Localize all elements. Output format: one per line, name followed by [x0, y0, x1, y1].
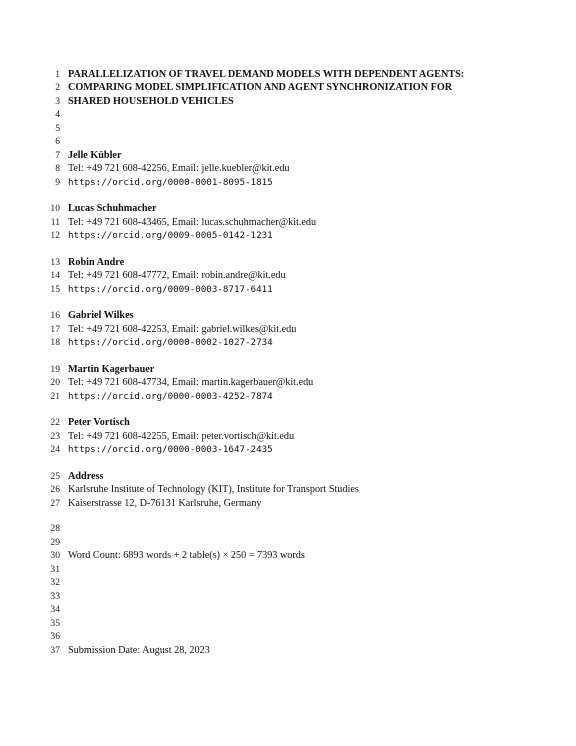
document-line	[0, 176, 576, 189]
orcid-link[interactable]: https://orcid.org/0000-0002-1027-2734	[68, 337, 273, 348]
section-heading: Lucas Schuhmacher	[68, 203, 157, 214]
document-line	[0, 283, 576, 296]
line-number: 34	[50, 604, 60, 615]
paper-title-line: COMPARING MODEL SIMPLIFICATION AND AGENT SYNCHRONIZATION FOR	[68, 82, 453, 93]
document-line	[0, 430, 576, 443]
document-line	[0, 590, 576, 603]
line-text: Kaiserstrasse 12, D-76131 Karlsruhe, Germany	[68, 497, 262, 509]
document-line	[0, 149, 576, 162]
document-line	[0, 549, 576, 562]
line-number: 31	[50, 563, 60, 575]
line-number: 21	[50, 390, 60, 402]
line-number: 6	[55, 136, 60, 147]
line-number: 27	[50, 497, 60, 509]
line-number: 11	[50, 216, 60, 228]
section-heading: Peter Vortisch	[68, 417, 130, 428]
line-number: 32	[50, 577, 60, 588]
orcid-link[interactable]: https://orcid.org/0009-0005-0142-1231	[68, 230, 273, 241]
orcid-link[interactable]: https://orcid.org/0009-0003-8717-6411	[68, 283, 273, 295]
line-number: 28	[50, 523, 60, 534]
line-number: 4	[55, 109, 60, 120]
line-number: 2	[55, 82, 60, 93]
section-heading: Gabriel Wilkes	[68, 310, 134, 321]
document-line	[0, 108, 576, 121]
line-text: Word Count: 6893 words + 2 table(s) × 250 = 7393 words	[68, 550, 305, 561]
line-number: 29	[50, 536, 60, 548]
line-number: 25	[50, 470, 60, 482]
document-line	[0, 81, 576, 94]
orcid-link[interactable]: https://orcid.org/0000-0001-8095-1815	[68, 176, 273, 188]
line-number: 13	[50, 256, 60, 268]
line-number: 3	[55, 95, 60, 107]
line-text: Tel: +49 721 608-42253, Email: gabriel.wilkes@kit.edu	[68, 323, 297, 335]
document-line	[0, 323, 576, 336]
document-line	[0, 363, 576, 376]
line-number: 24	[50, 444, 60, 455]
document-line	[0, 536, 576, 549]
document-line	[0, 202, 576, 215]
line-text: Tel: +49 721 608-42255, Email: peter.vortisch@kit.edu	[68, 430, 295, 442]
paper-title-line: PARALLELIZATION OF TRAVEL DEMAND MODELS WITH DEPENDENT AGENTS:	[68, 68, 465, 80]
document-line	[0, 603, 576, 616]
line-text: Tel: +49 721 608-47772, Email: robin.andre@kit.edu	[68, 270, 286, 281]
document-line	[0, 269, 576, 282]
document-line	[0, 309, 576, 322]
line-number: 5	[55, 122, 60, 134]
line-number: 12	[50, 230, 60, 241]
line-number: 15	[50, 283, 60, 295]
line-number: 18	[50, 337, 60, 348]
document-line	[0, 563, 576, 576]
line-text: Karlsruhe Institute of Technology (KIT), Institute for Transport Studies	[68, 484, 359, 495]
line-number: 30	[50, 550, 60, 561]
orcid-link[interactable]: https://orcid.org/0000-0003-4252-7874	[68, 390, 273, 402]
document-line	[0, 483, 576, 496]
section-heading: Martin Kagerbauer	[68, 363, 155, 375]
line-number: 22	[50, 417, 60, 428]
document-line	[0, 122, 576, 135]
line-number: 23	[50, 430, 60, 442]
line-number: 37	[50, 644, 60, 656]
line-number: 36	[50, 631, 60, 642]
document-line	[0, 470, 576, 483]
document-line	[0, 376, 576, 389]
line-number: 16	[50, 310, 60, 321]
line-text: Tel: +49 721 608-43465, Email: lucas.schuhmacher@kit.edu	[68, 216, 317, 228]
line-number: 33	[50, 590, 60, 602]
line-number: 8	[55, 163, 60, 174]
line-number: 26	[50, 484, 60, 495]
document-line	[0, 229, 576, 242]
line-number: 19	[50, 363, 60, 375]
paper-title-line: SHARED HOUSEHOLD VEHICLES	[68, 95, 234, 107]
section-heading: Robin Andre	[68, 256, 125, 268]
document-line	[0, 497, 576, 510]
line-number: 35	[50, 617, 60, 629]
document-line	[0, 644, 576, 657]
document-line	[0, 135, 576, 148]
document-line	[0, 256, 576, 269]
line-text: Tel: +49 721 608-47734, Email: martin.kagerbauer@kit.edu	[68, 377, 314, 388]
line-number: 17	[50, 323, 60, 335]
document-line	[0, 390, 576, 403]
orcid-link[interactable]: https://orcid.org/0000-0003-1647-2435	[68, 444, 273, 455]
document-line	[0, 162, 576, 175]
document-line	[0, 416, 576, 429]
section-heading: Address	[68, 470, 104, 482]
line-number: 14	[50, 270, 60, 281]
document-line	[0, 68, 576, 81]
line-number: 7	[55, 149, 60, 161]
document-line	[0, 576, 576, 589]
line-text: Tel: +49 721 608-42256, Email: jelle.kuebler@kit.edu	[68, 163, 290, 174]
line-text: Submission Date: August 28, 2023	[68, 644, 210, 656]
document-line	[0, 617, 576, 630]
document-line	[0, 630, 576, 643]
document-line	[0, 522, 576, 535]
document-line	[0, 95, 576, 108]
document-line	[0, 336, 576, 349]
document-line	[0, 443, 576, 456]
line-number: 10	[50, 203, 60, 214]
section-heading: Jelle Kübler	[68, 149, 122, 161]
document-line	[0, 216, 576, 229]
line-number: 1	[55, 68, 60, 80]
line-number: 9	[55, 176, 60, 188]
line-number: 20	[50, 377, 60, 388]
